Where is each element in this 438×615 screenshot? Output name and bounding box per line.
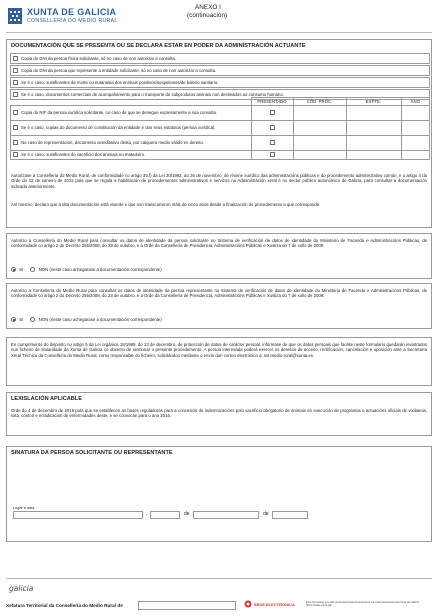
- xunta-crest-icon: [7, 6, 23, 26]
- authorization-applicant-text: Autorizo a Consellería do Medio Rural para consultar os datos de identidade da persoa solicitante no Sistema de verificación de datos de identidade do Ministerio de Facenda e Administracións Públicas, de conformidade co artigo 2 do Decreto 255/2008, do 23 de outubro, e a Orde da Consellería de Presidencia, Administracións Públicas e Xustiza do 7 de xullo de 2009.: [11, 238, 427, 249]
- col-header-expte: EXPTE.: [346, 98, 401, 106]
- col-header-presentado: PRESENTADO: [251, 98, 293, 106]
- documentation-note: Autorízase a Consellería do Medio Rural, de conformidade co artigo 35.f) da Lei 30/1992, do 26 de novembro, de réxime xurídico das administracións públicas e do procedemento administrativo común, e o artigo 4 da Orde do 12 de xaneiro de 2012 pola que se regula a habilitación de procedementos administrativos e servizos na Administración xeral e no sector público autonómico de Galicia, para consultar a documentación indicada anteriormente.: [11, 173, 427, 189]
- galicia-logo: [9, 578, 33, 596]
- sede-text: Este formulario só pode presentarse electronicamente na sede electrónica da Xunta de Galicia https://sede.xunta.gal: [306, 601, 419, 608]
- month-input[interactable]: [193, 511, 259, 519]
- presentado-checkbox[interactable]: [270, 125, 275, 130]
- auth2-options: [11, 317, 162, 322]
- auth1-yes-radio[interactable]: [11, 267, 16, 272]
- doc-table: [10, 97, 430, 160]
- presentado-checkbox[interactable]: [270, 152, 275, 157]
- table-row: [11, 121, 430, 136]
- documentation-title: DOCUMENTACIÓN QUE SE PRESENTA OU SE DECLARA ESTAR EN PODER DA ADMINISTRACIÓN ACTUANTE: [11, 43, 306, 49]
- authorization-representative-section: [6, 283, 432, 329]
- galicia-logo-text: galicia: [9, 584, 34, 593]
- privacy-text: En cumprimento do disposto no artigo 5 da Lei orgánica 15/1999, do 13 de decembro, de protección de datos de carácter persoal, infórmase de que os datos persoais que facilite neste formulario quedarán rexistrados nun ficheiro de titularidade da Xunta de Galicia co obxecto de xestionar o presente procedemento. A persoa interesada poderá exercer os dereitos de acceso, rectificación, cancelación e oposición ante a Secretaría Xeral Técnica da Consellería do Medio Rural, como responsable do ficheiro, solicitándoo mediante o envío dun correo electrónico a: sxt.medio-rural@xunta.es.: [11, 342, 427, 358]
- presentado-checkbox[interactable]: [270, 110, 275, 115]
- signature-title: SINATURA DA PERSOA SOLICITANTE OU REPRESENTANTE: [11, 450, 173, 456]
- year-input[interactable]: [272, 511, 308, 519]
- authorization-representative-text: Autorizo a Consellería do Medio Rural para consultar os datos de identidade da persoa representante no Sistema de verificación de datos de identidade do Ministerio de Facenda e Administracións Públicas, de conformidade co artigo 2 do Decreto 255/2008, do 23 de outubro, e a Orde da Consellería de Presidencia, Administracións Públicas e Xustiza do 7 de xullo de 2009.: [11, 288, 427, 299]
- documentation-section: [6, 39, 432, 228]
- doc-item-label: Se é o caso, xustificantes da morte ou eutanasia dos animais positivos/sospeitosos/de baleiro sanitario.: [21, 79, 219, 85]
- doc-checkbox[interactable]: [13, 140, 18, 145]
- auth1-no-label: NON (neste caso achegarase a documentación correspondente): [38, 267, 162, 272]
- comma-separator: ,: [146, 511, 148, 517]
- de-separator-1: de: [184, 511, 190, 517]
- sede-label: SEDE ELECTRÓNICA: [254, 601, 295, 607]
- legislation-text: Orde do 4 de decembro de 2015 pola que se establecen as bases reguladoras para a concesión de indemnizacións polo sacrificio obrigatorio de animais en execución de programas e actuacións oficiais de vixilancia, loita, control e erradicación de enfermidades deste, e se convocan para o ano 2016.: [11, 408, 427, 419]
- cod-proc-cell[interactable]: [293, 151, 346, 160]
- cod-proc-cell[interactable]: [293, 121, 346, 136]
- doc-checkbox[interactable]: [13, 80, 18, 85]
- brand-line1: XUNTA DE GALICIA: [27, 7, 117, 17]
- auth2-no-radio[interactable]: [30, 317, 35, 322]
- table-row: [11, 151, 430, 160]
- list-item: [10, 53, 430, 64]
- auth1-options: [11, 267, 162, 272]
- header-divider: [6, 32, 432, 33]
- de-separator-2: de: [263, 511, 269, 517]
- ano-cell[interactable]: [401, 121, 430, 136]
- table-row-label: Copia do NIF da persoa xurídica solicitante, no caso de que se denegue expresamente a súa consulta.: [11, 106, 252, 121]
- ano-cell[interactable]: [401, 106, 430, 121]
- ano-cell[interactable]: [401, 151, 430, 160]
- doc-checkbox[interactable]: [13, 56, 18, 61]
- doc-checkbox[interactable]: [13, 125, 18, 130]
- auth2-yes-label: SI: [19, 317, 24, 322]
- auth2-no-label: NON (neste caso achegarase a documentación correspondente): [38, 317, 162, 322]
- expte-cell[interactable]: [346, 136, 401, 151]
- auth1-no-radio[interactable]: [30, 267, 35, 272]
- expte-cell[interactable]: [346, 121, 401, 136]
- ano-cell[interactable]: [401, 136, 430, 151]
- office-label: Xefatura Territorial da Consellería do Medio Rural de: [6, 603, 123, 608]
- legislation-title: LEXISLACIÓN APLICABLE: [11, 396, 82, 402]
- sede-badge: [244, 600, 295, 608]
- list-item: [10, 77, 430, 88]
- expte-cell[interactable]: [346, 106, 401, 121]
- place-date-label: Lugar e data: [13, 506, 35, 510]
- place-input[interactable]: [13, 511, 143, 519]
- annex-subtitle: (continuación): [187, 12, 228, 19]
- privacy-section: [6, 337, 432, 386]
- signature-section: [6, 446, 432, 542]
- office-input[interactable]: [138, 601, 236, 610]
- annex-title: ANEXO I: [195, 4, 221, 11]
- table-row: [11, 136, 430, 151]
- doc-checkbox[interactable]: [13, 152, 18, 157]
- cod-proc-cell[interactable]: [293, 136, 346, 151]
- auth2-yes-radio[interactable]: [11, 317, 16, 322]
- table-row-label: No caso de representación, documento acreditativo desta, por calquera medio válido en dereito.: [11, 136, 252, 151]
- doc-list: [10, 53, 430, 100]
- legislation-section: [6, 392, 432, 436]
- doc-item-label: Copia do DNI da persoa que represente a entidade solicitante, só no caso de non autorizar a consulta.: [21, 67, 217, 73]
- auth1-yes-label: SI: [19, 267, 24, 272]
- col-header-cod-proc: CÓD. PROC.: [293, 98, 346, 106]
- table-row-label: Se é o caso, xustificantes do sacrificio dos animais no matadoiro.: [11, 151, 252, 160]
- doc-checkbox[interactable]: [13, 110, 18, 115]
- doc-item-label: Copia do DNI da persoa física solicitante, só no caso de non autorizar a consulta.: [21, 55, 177, 61]
- table-row-label: Se é o caso, copias do documento de constitución da entidade e dos seus estatutos (persoa xurídica).: [11, 121, 252, 136]
- authorization-applicant-section: [6, 233, 432, 279]
- list-item: [10, 65, 430, 76]
- presentado-checkbox[interactable]: [270, 140, 275, 145]
- expte-cell[interactable]: [346, 151, 401, 160]
- day-input[interactable]: [150, 511, 180, 519]
- documentation-note-2: Así mesmo, declaro que a dita documentación está vixente e que non transcorreron máis de cinco anos desde a finalización do procedemento a que corresponde.: [11, 202, 321, 207]
- doc-checkbox[interactable]: [13, 68, 18, 73]
- brand-line2: CONSELLERÍA DO MEDIO RURAL: [27, 18, 118, 24]
- xunta-logo: [7, 6, 23, 26]
- doc-item-label: Se é o caso, documentos comerciais de acompañamento para o transporte de subprodutos animais non destinados ao consumo humano.: [21, 91, 284, 97]
- footer-divider: [6, 578, 432, 579]
- col-header-ano: ANO: [401, 98, 430, 106]
- sede-icon: [244, 600, 252, 608]
- cod-proc-cell[interactable]: [293, 106, 346, 121]
- table-row: [11, 106, 430, 121]
